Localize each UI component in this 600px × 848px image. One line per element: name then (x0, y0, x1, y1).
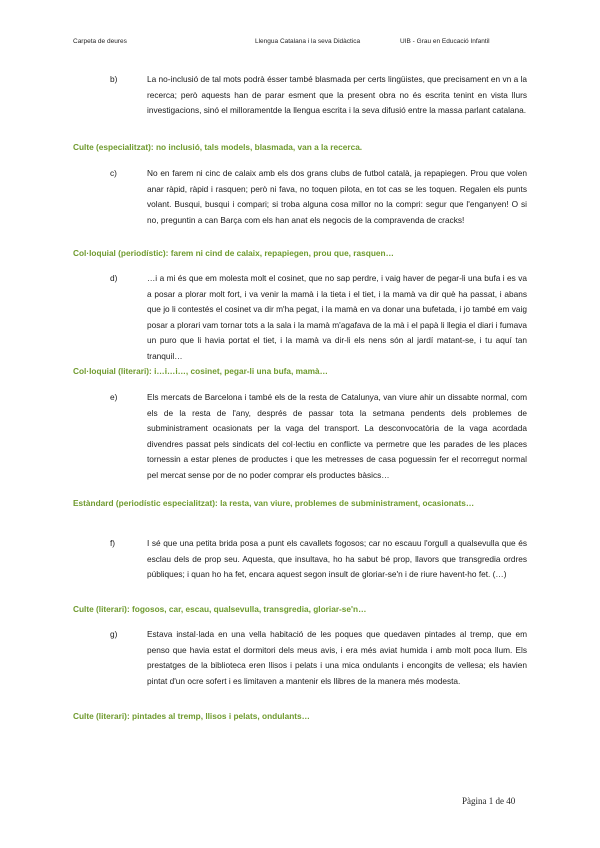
item-text: No en farem ni cinc de calaix amb els dos grans clubs de futbol català, ja repapiegen. Prou que volen anar ràpid, ràpid i rasquen; però ni fava, no toquen pilota, en tot cas se les toquen. Regalen els punts volant. Busqui, busqui i compari; si troba alguna cosa millor no la compri: segur que l'enganyen! O si no, preguntin a can Barça com els han anat els negocis de la compravenda de cracks! (147, 168, 527, 225)
item-label: f) (110, 538, 116, 548)
header-left: Carpeta de deures (73, 38, 127, 45)
exercise-item-f (110, 536, 527, 583)
item-label: c) (110, 168, 117, 178)
item-label: e) (110, 392, 118, 402)
exercise-item-c (110, 166, 527, 228)
answer-g: Culte (literari): pintades al tremp, llisos i pelats, ondulants… (73, 711, 310, 721)
item-label: b) (110, 74, 118, 84)
item-text: …i a mi és que em molesta molt el cosinet, que no sap perdre, i vaig haver de pegar-li una bufa i es va a posar a plorar molt fort, i va venir la mamà i la tieta i el tiet, i la mamà va dir què ha passat, i abans que jo li contestés el cosinet va dir m'ha pegat, i la mamà en va donar una bufetada, i jo també em vaig posar a plorari vam tornar tots a la sala i la mamà m'agafava de la mà i el papà li llegia el diari i fumava un puro que li havia portat el tiet, i la mamà va dir-li els nens són al jardí matant-se, i tu aquí tan tranquil… (147, 273, 527, 361)
item-text: Els mercats de Barcelona i també els de la resta de Catalunya, van viure ahir un dissabte normal, com els de la resta de l'any, després de passar tota la setmana pendents dels problemes de subministrament ocasionats per la vaga del transport. La desconvocatòria de la vaga acordada divendres passat pels sindicats del col·lectiu en conflicte va permetre que les parades de les places tornessin a estar plenes de productes i que les metresses de casa poguessin fer el recorregut normal pel mercat sense por de no poder comprar els productes bàsics… (147, 392, 527, 480)
answer-f: Culte (literari): fogosos, car, escau, qualsevulla, transgredia, gloriar-se'n… (73, 604, 367, 614)
item-text: I sé que una petita brida posa a punt els cavallets fogosos; car no escauu l'orgull a qualsevulla que és esclau dels de prop seu. Aquesta, que insultava, ho ha sabut bé prop, llavors que transgredia ordres públiques; i quan ho ha fet, encara aquest segon insult de gloriar-se'n i de riure havent-ho fet. (…) (147, 538, 527, 580)
item-text: Estava instal·lada en una vella habitació de les poques que quedaven pintades al tremp, que em penso que havia estat el dormitori dels meus avis, i era més aviat humida i amb molt poca llum. Els prestatges de la biblioteca eren llisos i pelats i una mica ondulants i encongits de vellesa; els havien pintat d'un ocre sofert i es limitaven a mantenir els llibres de la manera més modesta. (147, 629, 527, 686)
answer-e: Estàndard (periodístic especialitzat): la resta, van viure, problemes de subministrament, ocasionats… (73, 498, 475, 508)
header-center: Llengua Catalana i la seva Didàctica (255, 38, 361, 45)
item-label: d) (110, 273, 118, 283)
exercise-item-g (110, 627, 527, 689)
exercise-item-e (110, 390, 527, 484)
exercise-item-b (110, 72, 527, 119)
answer-b: Culte (especialitzat): no inclusió, tals models, blasmada, van a la recerca. (73, 142, 363, 152)
page-number: Pàgina 1 de 40 (462, 796, 516, 806)
item-label: g) (110, 629, 118, 639)
header-right: UIB - Grau en Educació Infantil (400, 38, 490, 45)
answer-d: Col·loquial (literari): i…i…i…, cosinet, pegar-li una bufa, mamà… (73, 366, 328, 376)
answer-c: Col·loquial (periodístic): farem ni cind de calaix, repapiegen, prou que, rasquen… (73, 248, 394, 258)
item-text: La no-inclusió de tal mots podrà ésser també blasmada per certs lingüistes, que precisament en vn a la recerca; però aquests han de parar esment que la present obra no és escrita tenint en vista llurs investigacions, sinó el milloramentde la llengua escrita i la seva difusió entre la massa parlant catalana. (147, 74, 527, 116)
exercise-item-d (110, 271, 527, 365)
